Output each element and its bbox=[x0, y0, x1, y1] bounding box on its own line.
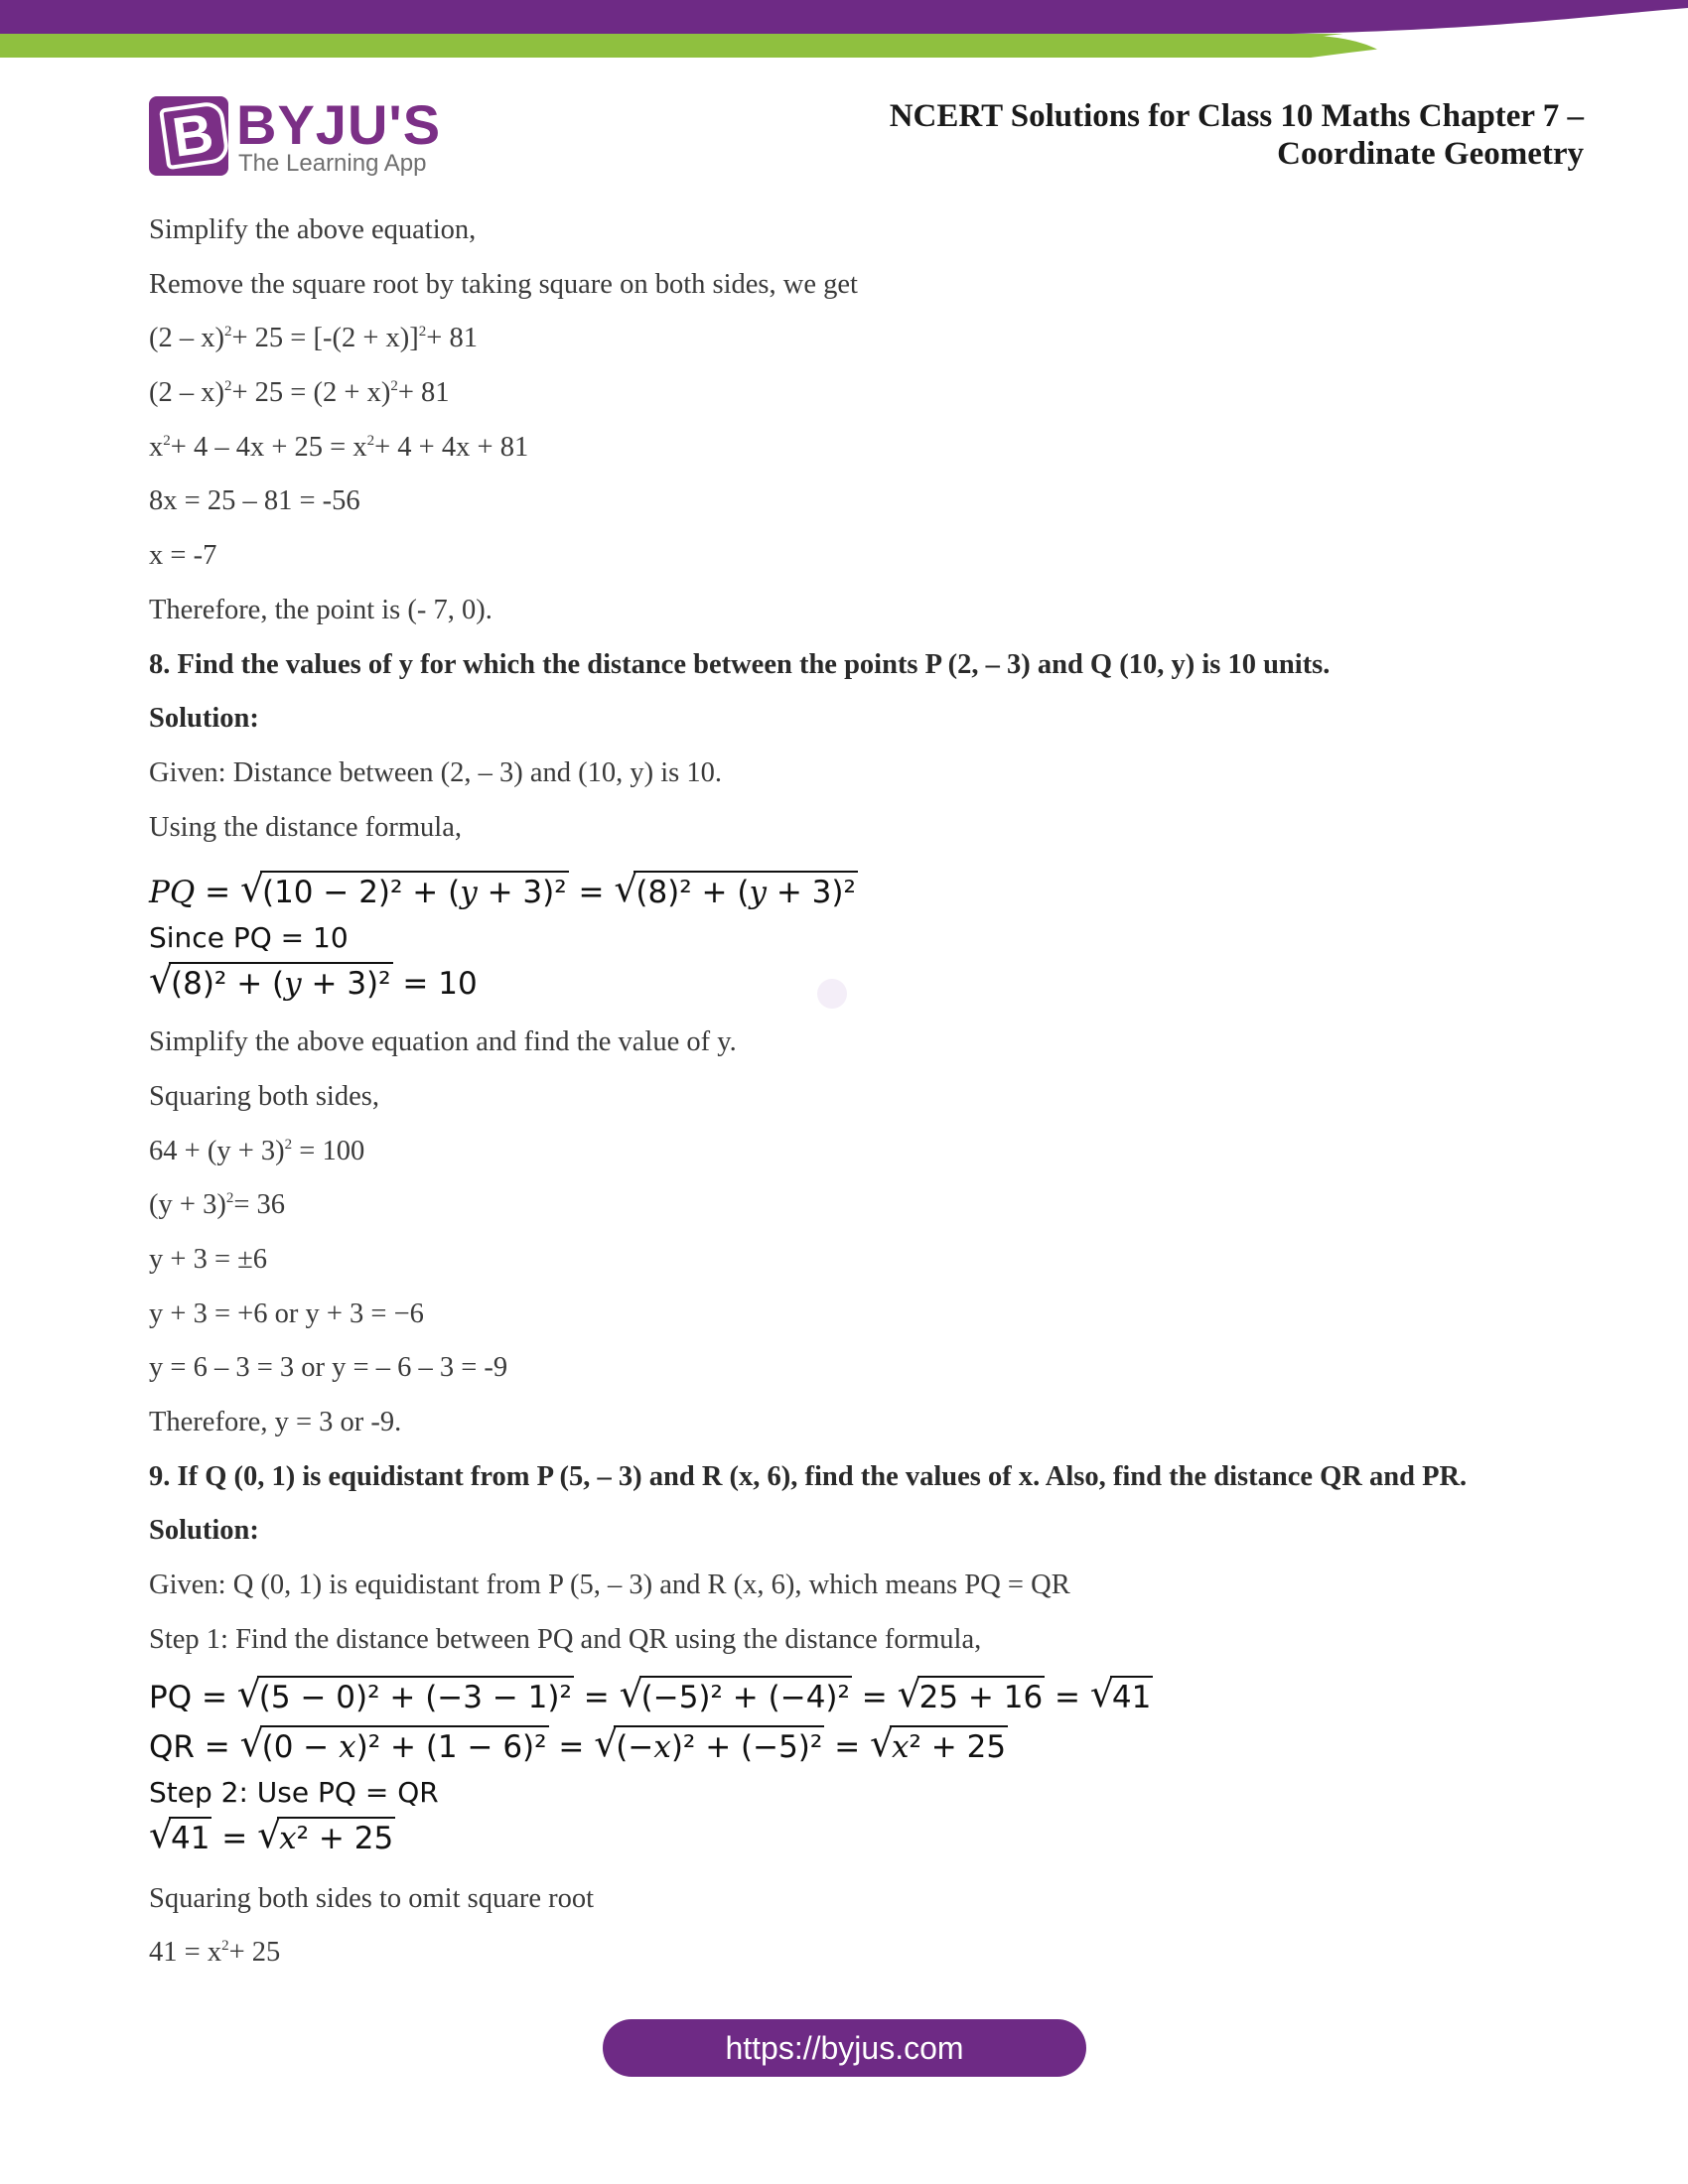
text-line: Remove the square root by taking square on both sides, we get bbox=[149, 268, 858, 300]
page-title bbox=[829, 97, 1584, 173]
equation-line: $x^2+ 4 - 4x + 25 = x^2+ 4 + 4x + 81$ bbox=[149, 431, 529, 463]
brand-name: BYJU'S bbox=[236, 93, 442, 156]
text-line: Squaring both sides, bbox=[149, 1080, 379, 1112]
logo-letter: B bbox=[159, 100, 230, 170]
solution-heading: Solution: bbox=[149, 703, 259, 735]
equation-line: x = -7 bbox=[149, 540, 217, 572]
logo-mark bbox=[149, 96, 228, 176]
text-line: Given: Q (0, 1) is equidistant from P (5, – 3) and R (x, 6), which means PQ = QR bbox=[149, 1570, 1070, 1601]
formula-equate: √ 41 = √ x² + 25 bbox=[149, 1814, 1559, 1863]
document-body bbox=[149, 208, 1559, 1985]
page-title-line2: Coordinate Geometry bbox=[1277, 136, 1584, 172]
footer-url-link[interactable]: https://byjus.com bbox=[603, 2019, 1086, 2077]
step2-label: Step 2: Use PQ = QR bbox=[149, 1775, 439, 1809]
text-line: Step 1: Find the distance between PQ and QR using the distance formula, bbox=[149, 1623, 982, 1655]
text-line: Simplify the above equation and find the value of y. bbox=[149, 1026, 737, 1058]
since-label: Since PQ = 10 bbox=[149, 921, 349, 955]
text-line: Given: Distance between (2, – 3) and (10, y) is 10. bbox=[149, 756, 722, 788]
equation-line: $(2 - x)^2+ 25 = [-(2 + x)]^2+ 81$ bbox=[149, 323, 478, 354]
question-8: 8. Find the values of y for which the distance between the points P (2, – 3) and Q (10, y) is 10 units. bbox=[149, 648, 1331, 680]
question-9: 9. If Q (0, 1) is equidistant from P (5, – 3) and R (x, 6), find the values of x. Also, find the distance QR and PR. bbox=[149, 1460, 1468, 1492]
byjus-logo bbox=[149, 93, 442, 180]
equation-line: y = 6 – 3 = 3 or y = – 6 – 3 = -9 bbox=[149, 1352, 508, 1384]
equation-line: $(y + 3)^2= 36$ bbox=[149, 1189, 286, 1221]
equation-line: 8x = 25 – 81 = -56 bbox=[149, 485, 360, 517]
header-banner bbox=[0, 0, 1688, 60]
text-line: Therefore, y = 3 or -9. bbox=[149, 1407, 402, 1438]
equation-line: y + 3 = +6 or y + 3 = −6 bbox=[149, 1297, 424, 1329]
solution-heading: Solution: bbox=[149, 1515, 259, 1547]
equation-line: y + 3 = ±6 bbox=[149, 1244, 268, 1275]
text-line: Simplify the above equation, bbox=[149, 214, 477, 245]
formula-pq: PQ = √ (10 − 2)² + (y + 3)² = √ (8)² + (y + 3)² bbox=[149, 868, 1559, 917]
equation-line: $64 + (y + 3)^2 = 100$ bbox=[149, 1135, 365, 1166]
text-line: Therefore, the point is (- 7, 0). bbox=[149, 594, 492, 625]
page-title-line1: NCERT Solutions for Class 10 Maths Chapter 7 – bbox=[889, 98, 1584, 134]
formula-qr-distance: QR = √ (0 − x)² + (1 − 6)² = √ (−x)² + (−5)² = √ x² + 25 bbox=[149, 1722, 1559, 1772]
text-line: Squaring both sides to omit square root bbox=[149, 1882, 595, 1914]
equation-line: $(2 - x)^2+ 25 = (2 + x)^2+ 81$ bbox=[149, 377, 450, 409]
formula-pq-distance: PQ = √ (5 − 0)² + (−3 − 1)² = √ (−5)² + (−4)² = √ 25 + 16 = √ 41 bbox=[149, 1673, 1559, 1722]
equation-line: $41 = x^2+ 25$ bbox=[149, 1937, 281, 1969]
text-line: Using the distance formula, bbox=[149, 811, 463, 843]
brand-tagline: The Learning App bbox=[238, 150, 427, 177]
formula-pq-equals-10: √ (8)² + (y + 3)² = 10 bbox=[149, 959, 1559, 1009]
